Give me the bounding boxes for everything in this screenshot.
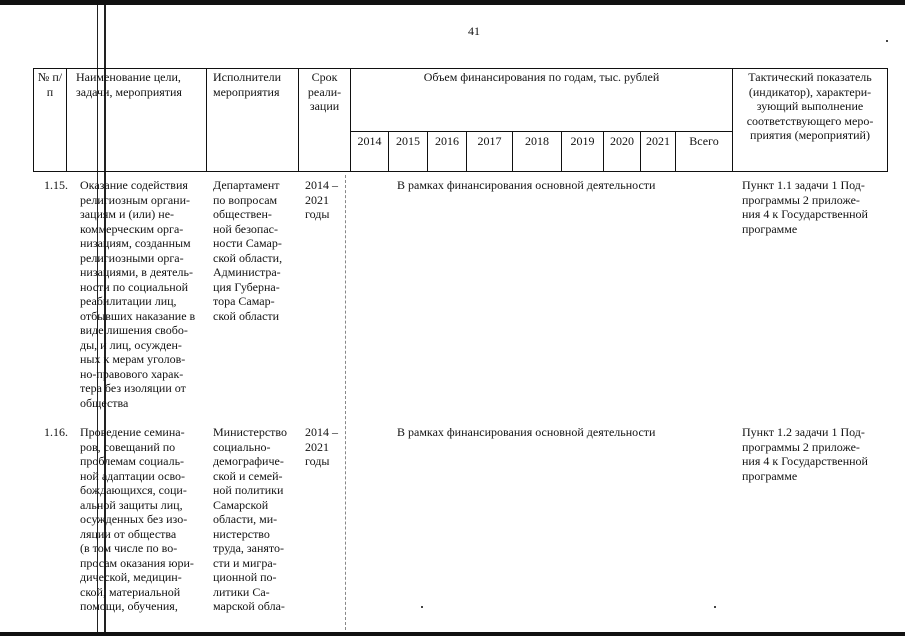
year-2020: 2020 bbox=[610, 134, 634, 148]
year-2015: 2015 bbox=[396, 134, 420, 148]
year-2018: 2018 bbox=[525, 134, 549, 148]
row-name: Проведение семина- ров, совещаний по проблемам социаль- ной адаптации осво- бождающихся, соци- альной защиты лиц, осужденных без изо- ляции от общества (в том числе по во- просам оказания юри- дической, медицин- ской, материальной помощи, обучения, bbox=[80, 425, 194, 613]
row-funding: В рамках финансирования основной деятельности bbox=[397, 425, 656, 439]
scan-speck bbox=[886, 40, 888, 42]
year-2021: 2021 bbox=[646, 134, 670, 148]
scan-speck bbox=[421, 606, 423, 608]
year-2014: 2014 bbox=[357, 134, 382, 148]
header-executors: Исполнители мероприятия bbox=[213, 70, 282, 99]
row-funding: В рамках финансирования основной деятельности bbox=[397, 178, 656, 192]
header-name: Наименование цели, задачи, мероприятия bbox=[76, 70, 182, 99]
year-2017: 2017 bbox=[477, 134, 502, 148]
page-number: 41 bbox=[468, 24, 480, 38]
header-funding: Объем финансирования по годам, тыс. рублей bbox=[423, 70, 660, 84]
scan-speck bbox=[714, 606, 716, 608]
row-executors: Департамент по вопросам обществен- ной безопас- ности Самар- ской области, Администра- ция Губерна- тора Самар- ской области bbox=[213, 178, 283, 323]
row-term: 2014 – 2021 годы bbox=[305, 178, 338, 221]
scan-bottom-border bbox=[0, 632, 905, 636]
row-indicator: Пункт 1.1 задачи 1 Под- программы 2 приложе- ния 4 к Государственной программе bbox=[742, 178, 868, 236]
scan-top-border bbox=[0, 0, 905, 5]
row-term: 2014 – 2021 годы bbox=[305, 425, 338, 468]
row-name: Оказание содействия религиозным органи- зациям и (или) не- коммерческим орга- низациям, созданным религиозными орга- низациями, в деятель- ности по социальной реабилитации лиц, отбывших наказание в виде лишения свобо- ды, и лиц, осужден- ных к мерам уголов- но-правового харак- тера без изоляции от общества bbox=[80, 178, 196, 410]
year-2016: 2016 bbox=[435, 134, 459, 148]
row-number: 1.16. bbox=[44, 425, 68, 439]
year-total: Всего bbox=[689, 134, 719, 148]
row-indicator: Пункт 1.2 задачи 1 Под- программы 2 приложе- ния 4 к Государственной программе bbox=[742, 425, 868, 483]
header-indicator: Тактический показатель (индикатор), характери-зующий выполнение соответствующего меро-приятия (мероприятий) bbox=[746, 70, 874, 142]
row-number: 1.15. bbox=[44, 178, 68, 192]
row-executors: Министерство социально- демографиче- ской и семей- ной политики Самарской области, ми- нистерство труда, занято- сти и мигра- ционной по- литики Са- марской обла- bbox=[213, 425, 287, 613]
header-term: Срок реали-зации bbox=[307, 70, 342, 113]
year-2019: 2019 bbox=[570, 134, 595, 148]
header-num: № п/п bbox=[37, 70, 63, 99]
